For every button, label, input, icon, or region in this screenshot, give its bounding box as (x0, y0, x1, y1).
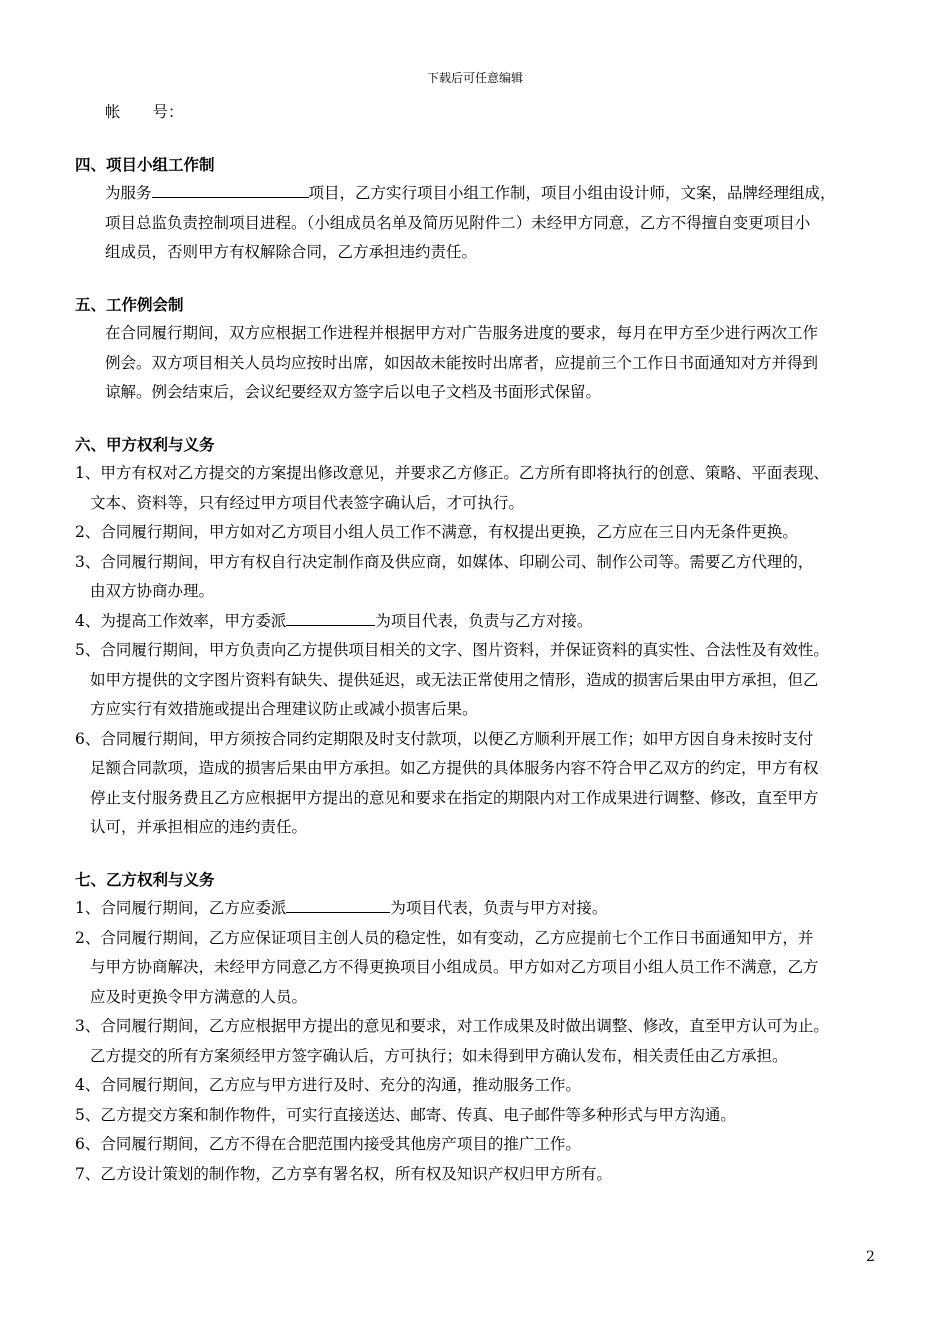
s6-item-6-line-1: 6、合同履行期间，甲方须按合同约定期限及时支付款项，以便乙方顺利开展工作；如甲方因自身未按时支付 (75, 729, 814, 748)
s6-item-5-line-1: 5、合同履行期间，甲方负责向乙方提供项目相关的文字、图片资料，并保证资料的真实性、合法性及有效性。 (75, 641, 829, 659)
document-body (75, 98, 895, 1189)
account-label-a: 帐 (105, 103, 121, 121)
s6-item-6-line-3: 停止支付服务费且乙方应根据甲方提出的意见和要求在指定的期限内对工作成果进行调整、修改，直至甲方 (90, 788, 819, 807)
section-7-title: 七、乙方权利与义务 (75, 869, 215, 889)
account-line (75, 98, 895, 128)
s7-item-2-line-1: 2、合同履行期间，乙方应保证项目主创人员的稳定性，如有变动，乙方应提前七个工作日书面通知甲方，并 (75, 928, 814, 947)
s6-item-5-line-2: 如甲方提供的文字图片资料有缺失、提供延迟，或无法正常使用之情形，造成的损害后果由甲方承担，但乙 (90, 670, 819, 689)
s4-line-1 (75, 179, 895, 209)
s7-item-3-line-1: 3、合同履行期间，乙方应根据甲方提出的意见和要求，对工作成果及时做出调整、修改，直至甲方认可为止。 (75, 1017, 829, 1035)
service-blank-field[interactable] (152, 180, 309, 198)
s6-item-4-text-a: 4、为提高工作效率，甲方委派 (75, 611, 287, 630)
section-5-title: 五、工作例会制 (75, 294, 184, 314)
s7-item-7: 7、乙方设计策划的制作物，乙方享有署名权，所有权及知识产权归甲方所有。 (75, 1164, 612, 1183)
s7-item-1-text-b: 为项目代表，负责与甲方对接。 (390, 899, 608, 917)
s7-item-4: 4、合同履行期间，乙方应与甲方进行及时、充分的沟通，推动服务工作。 (75, 1076, 581, 1094)
s5-line-2: 例会。双方项目相关人员均应按时出席，如因故未能按时出席者，应提前三个工作日书面通知对方并得到 (105, 353, 819, 372)
s7-item-5: 5、乙方提交方案和制作物件，可实行直接送达、邮寄、传真、电子邮件等多种形式与甲方沟通。 (75, 1105, 736, 1124)
s6-item-4 (75, 607, 895, 637)
s5-line-3: 谅解。例会结束后，会议纪要经双方签字后以电子文档及书面形式保留。 (105, 383, 602, 401)
s6-item-5-line-3: 方应实行有效措施或提出合理建议防止或减小损害后果。 (90, 700, 478, 718)
s6-item-1-line-1: 1、甲方有权对乙方提交的方案提出修改意见，并要求乙方修正。乙方所有即将执行的创意、策略、平面表现、 (75, 464, 829, 482)
s4-text-b: 项目，乙方实行项目小组工作制，项目小组由设计师，文案，品牌经理组成， (308, 184, 836, 202)
s6-item-2: 2、合同履行期间，甲方如对乙方项目小组人员工作不满意，有权提出更换，乙方应在三日内无条件更换。 (75, 523, 798, 541)
s6-item-6-line-2: 足额合同款项，造成的损害后果由甲方承担。如乙方提供的具体服务内容不符合甲乙双方的约定，甲方有权 (90, 759, 819, 777)
s6-item-3-line-2: 由双方协商办理。 (90, 582, 215, 600)
party-a-representative-blank[interactable] (286, 608, 375, 626)
s6-item-4-text-b: 为项目代表，负责与乙方对接。 (375, 611, 593, 630)
s5-line-1: 在合同履行期间，双方应根据工作进程并根据甲方对广告服务进度的要求，每月在甲方至少进行两次工作 (105, 324, 819, 342)
page-number: 2 (866, 1249, 875, 1265)
s6-item-3-line-1: 3、合同履行期间，甲方有权自行决定制作商及供应商，如媒体、印刷公司、制作公司等。需要乙方代理的， (75, 552, 814, 571)
s7-item-2-line-2: 与甲方协商解决，未经甲方同意乙方不得更换项目小组成员。甲方如对乙方项目小组人员工作不满意，乙方 (90, 958, 819, 976)
s7-item-3-line-2: 乙方提交的所有方案须经甲方签字确认后，方可执行；如未得到甲方确认发布，相关责任由乙方承担。 (90, 1046, 788, 1065)
s4-text-a: 为服务 (105, 184, 152, 202)
s6-item-1-line-2: 文本、资料等，只有经过甲方项目代表签字确认后，才可执行。 (90, 493, 525, 512)
s7-item-1 (75, 894, 895, 924)
s4-line-3: 组成员，否则甲方有权解除合同，乙方承担违约责任。 (105, 243, 478, 261)
section-4-title: 四、项目小组工作制 (75, 154, 215, 174)
s7-item-6: 6、合同履行期间，乙方不得在合肥范围内接受其他房产项目的推广工作。 (75, 1135, 581, 1153)
s7-item-1-text-a: 1、合同履行期间，乙方应委派 (75, 899, 287, 917)
account-label-b: 号： (152, 103, 184, 121)
s7-item-2-line-3: 应及时更换令甲方满意的人员。 (90, 987, 308, 1006)
page-header: 下载后可任意编辑 (426, 71, 523, 85)
section-6-title: 六、甲方权利与义务 (75, 434, 215, 454)
s6-item-6-line-4: 认可，并承担相应的违约责任。 (90, 818, 308, 836)
s4-line-2: 项目总监负责控制项目进程。（小组成员名单及简历见附件二）未经甲方同意，乙方不得擅自变更项目小 (105, 213, 811, 232)
party-b-representative-blank[interactable] (286, 895, 390, 913)
